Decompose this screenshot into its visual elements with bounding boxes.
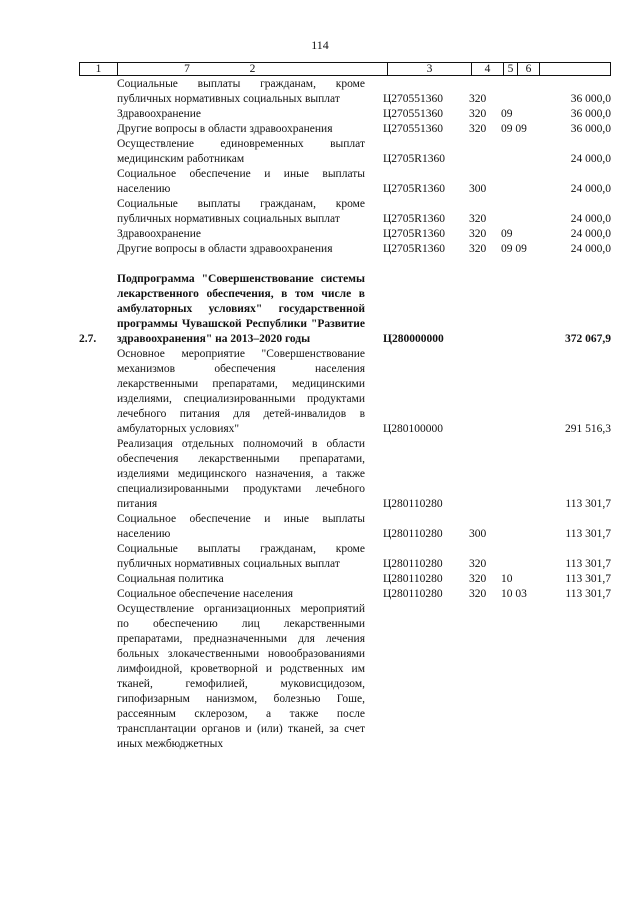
row-amount: 113 301,7 — [565, 528, 611, 540]
row-description: Социальные выплаты гражданам, кроме публичных нормативных социальных выплат — [117, 78, 365, 105]
row-section: 09 09 — [501, 243, 527, 255]
row-description: Социальные выплаты гражданам, кроме публичных нормативных социальных выплат — [117, 543, 365, 570]
row-description: Здравоохранение — [117, 108, 202, 120]
header-col-5: 5 — [504, 63, 518, 75]
row-section: 09 — [501, 228, 513, 240]
row-section: 10 03 — [501, 588, 527, 600]
row-target-code: Ц280110280 — [383, 573, 443, 585]
row-amount: 113 301,7 — [565, 498, 611, 510]
row-expense-type: 320 — [469, 108, 487, 120]
row-expense-type: 320 — [469, 228, 487, 240]
row-target-code: Ц270551360 — [383, 93, 444, 105]
row-description: Социальное обеспечение и иные выплаты населению — [117, 168, 365, 195]
table-row — [79, 242, 611, 257]
table-row — [79, 542, 611, 572]
row-description: Реализация отдельных полномочий в области обеспечения лекарственными препаратами, изделиями медицинского назначения, а также специализированными продуктами лечебного питания — [117, 438, 365, 510]
header-col-2: 2 — [118, 63, 388, 75]
table-row — [79, 572, 611, 587]
row-target-code: Ц2705R1360 — [383, 243, 445, 255]
table-row — [79, 347, 611, 437]
row-section: 10 — [501, 573, 513, 585]
row-target-code: Ц280110280 — [383, 558, 443, 570]
header-col-7: 7 — [184, 63, 190, 75]
row-description: Другие вопросы в области здравоохранения — [117, 243, 333, 255]
row-description: Подпрограмма "Совершенствование системы лекарственного обеспечения, в том числе в амбулаторных условиях" государственной программы Чувашской Республики "Развитие здравоохранения" на 2013–2020 годы — [117, 273, 365, 345]
row-target-code: Ц280110280 — [383, 588, 443, 600]
row-target-code: Ц280110280 — [383, 498, 443, 510]
table-header-row — [79, 62, 611, 76]
row-description: Осуществление единовременных выплат медицинским работникам — [117, 138, 365, 165]
row-target-code: Ц2705R1360 — [383, 153, 445, 165]
row-section: 09 09 — [501, 123, 527, 135]
row-expense-type: 320 — [469, 558, 487, 570]
table-row — [79, 137, 611, 167]
header-col-1: 1 — [80, 63, 118, 75]
row-amount: 36 000,0 — [570, 93, 611, 105]
row-target-code: Ц2705R1360 — [383, 183, 445, 195]
table-row — [79, 197, 611, 227]
row-expense-type: 320 — [469, 588, 487, 600]
budget-table-body — [79, 77, 611, 752]
row-amount: 24 000,0 — [570, 228, 611, 240]
row-target-code: Ц270551360 — [383, 123, 444, 135]
row-expense-type: 300 — [469, 183, 487, 195]
row-target-code: Ц280100000 — [383, 423, 444, 435]
row-amount: 24 000,0 — [570, 243, 611, 255]
table-row — [79, 602, 611, 752]
row-spacer — [79, 257, 611, 272]
row-target-code: Ц2705R1360 — [383, 213, 445, 225]
row-description: Здравоохранение — [117, 228, 202, 240]
table-row — [79, 107, 611, 122]
row-expense-type: 320 — [469, 243, 487, 255]
row-amount: 24 000,0 — [570, 153, 611, 165]
row-amount: 372 067,9 — [565, 333, 611, 345]
header-col-4: 4 — [472, 63, 504, 75]
row-expense-type: 320 — [469, 93, 487, 105]
row-amount: 113 301,7 — [565, 558, 611, 570]
table-row — [79, 167, 611, 197]
row-expense-type: 320 — [469, 213, 487, 225]
row-amount: 113 301,7 — [565, 588, 611, 600]
row-amount: 113 301,7 — [565, 573, 611, 585]
row-amount: 36 000,0 — [570, 123, 611, 135]
row-description: Другие вопросы в области здравоохранения — [117, 123, 333, 135]
table-row — [79, 512, 611, 542]
row-description: Социальное обеспечение населения — [117, 588, 294, 600]
row-amount: 24 000,0 — [570, 183, 611, 195]
row-amount: 291 516,3 — [565, 423, 611, 435]
row-description: Социальное обеспечение и иные выплаты населению — [117, 513, 365, 540]
row-amount: 36 000,0 — [570, 108, 611, 120]
header-col-6: 6 — [518, 63, 540, 75]
row-target-code: Ц2705R1360 — [383, 228, 445, 240]
table-row — [79, 77, 611, 107]
header-col-3: 3 — [388, 63, 472, 75]
row-expense-type: 300 — [469, 528, 487, 540]
row-description: Социальная политика — [117, 573, 224, 585]
row-amount: 24 000,0 — [570, 213, 611, 225]
row-expense-type: 320 — [469, 123, 487, 135]
row-description: Социальные выплаты гражданам, кроме публичных нормативных социальных выплат — [117, 198, 365, 225]
row-number: 2.7. — [79, 333, 97, 345]
table-row — [79, 272, 611, 347]
row-description: Основное мероприятие "Совершенствование механизмов обеспечения населения лекарственными препаратами, медицинскими изделиями, специализированными продуктами лечебного питания для детей-инвалидов в амбулаторных условиях" — [117, 348, 365, 435]
row-target-code: Ц270551360 — [383, 108, 444, 120]
row-section: 09 — [501, 108, 513, 120]
row-target-code: Ц280110280 — [383, 528, 443, 540]
row-target-code: Ц280000000 — [383, 333, 444, 345]
table-row — [79, 587, 611, 602]
row-description: Осуществление организационных мероприятий по обеспечению лиц лекарственными препаратами, предназначенными для лечения больных злокачественными новообразованиями лимфоидной, кроветворной и родственных им тканей, гемофилией, муковисцидозом, гипофизарным нанизмом, болезнью Гоше, рассеянным склерозом, а также после трансплантации органов и (или) тканей, за счет иных межбюджетных — [117, 603, 365, 750]
table-row — [79, 122, 611, 137]
table-row — [79, 437, 611, 512]
row-expense-type: 320 — [469, 573, 487, 585]
page-number: 114 — [311, 38, 329, 52]
table-row — [79, 227, 611, 242]
